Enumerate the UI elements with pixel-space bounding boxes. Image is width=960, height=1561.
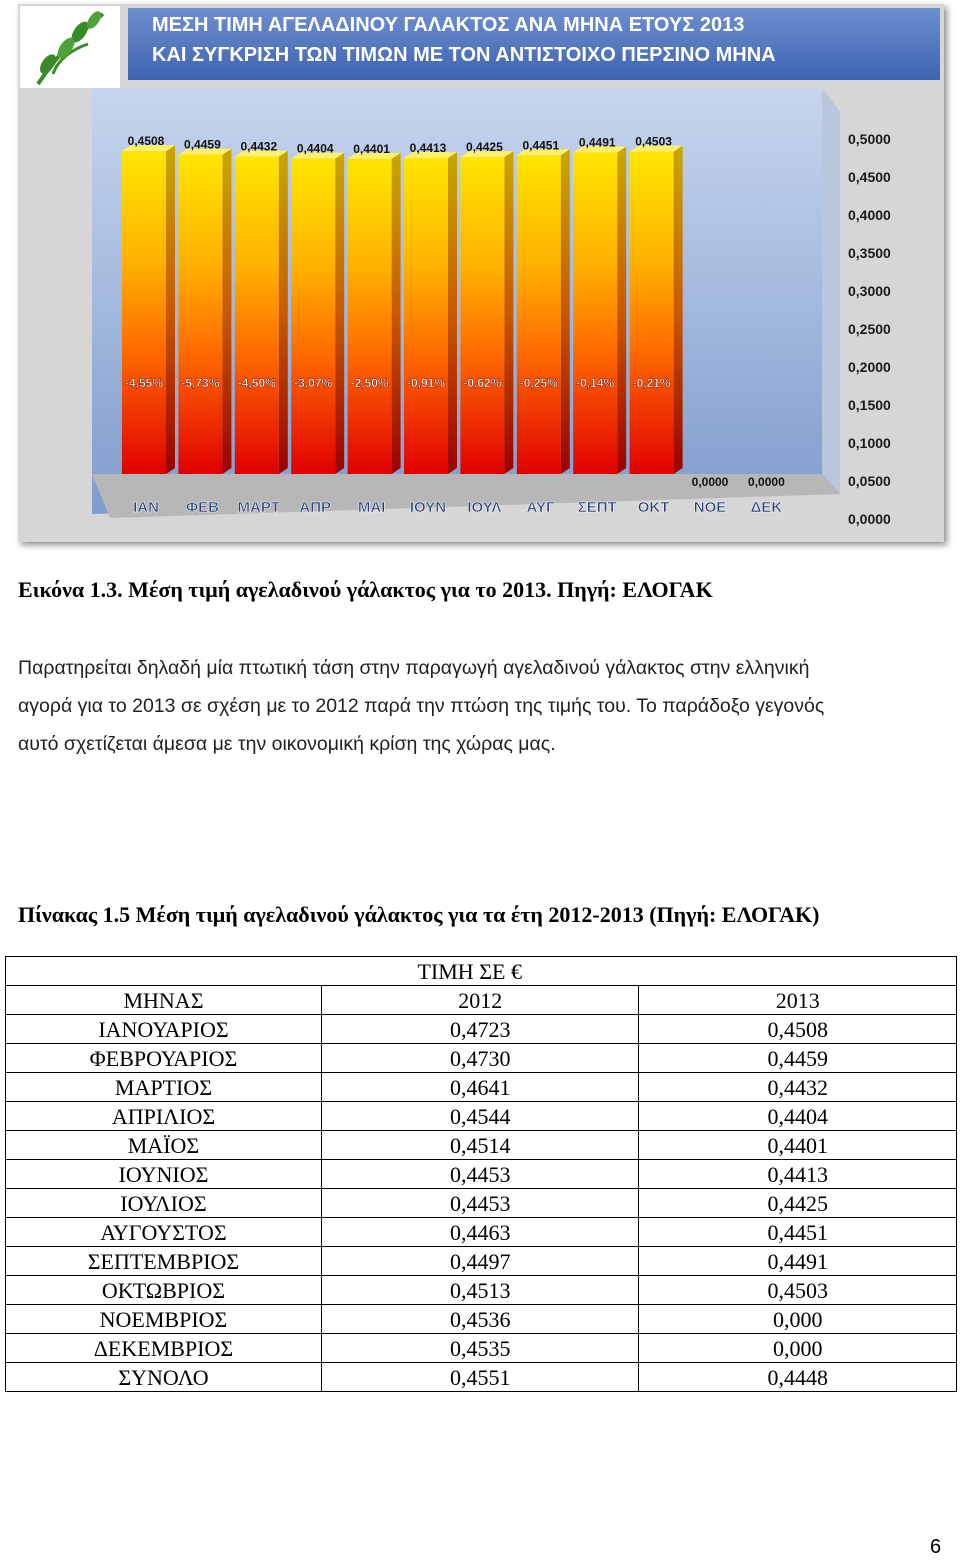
bar-value-label: 0,4401 <box>353 141 390 156</box>
table-row <box>6 1102 957 1131</box>
table-cell-2013: 0,000 <box>639 1305 957 1334</box>
table-cell-2012: 0,4453 <box>321 1160 639 1189</box>
table-cell-month: ΙΟΥΛΙΟΣ <box>6 1189 322 1218</box>
bar-side <box>561 149 570 474</box>
chart-figure <box>18 4 944 542</box>
chart-title-line2: ΚΑΙ ΣΥΓΚΡΙΣΗ ΤΩΝ ΤΙΜΩΝ ΜΕ ΤΟΝ ΑΝΤΙΣΤΟΙΧΟ ΠΕΡΣΙΝΟ ΜΗΝΑ <box>152 44 776 66</box>
y-tick-label: 0,1500 <box>848 397 891 413</box>
category-label: ΟΚΤ <box>637 499 670 516</box>
table-cell-2012: 0,4544 <box>321 1102 639 1131</box>
bar-value-label: 0,4503 <box>635 134 672 149</box>
table-header-month: ΜΗΝΑΣ <box>6 986 322 1015</box>
category-label: ΜΑΙ <box>357 499 386 516</box>
table-cell-month: ΦΕΒΡΟΥΑΡΙΟΣ <box>6 1044 322 1073</box>
bar-chart <box>18 4 944 542</box>
y-tick-label: 0,2000 <box>848 359 891 375</box>
table-cell-month: ΙΑΝΟΥΑΡΙΟΣ <box>6 1015 322 1044</box>
table-cell-2012: 0,4514 <box>321 1131 639 1160</box>
table-cell-2013: 0,4503 <box>639 1276 957 1305</box>
paragraph-line-2: αγορά για το 2013 σε σχέση με το 2012 παρά την πτώση της τιμής του. Το παράδοξο γεγονός <box>18 695 825 717</box>
paragraph-line-1: Παρατηρείται δηλαδή μία πτωτική τάση στην παραγωγή αγελαδινού γάλακτος στην ελληνική <box>18 657 810 679</box>
table-cell-month: ΜΑΡΤΙΟΣ <box>6 1073 322 1102</box>
table-row <box>6 1276 957 1305</box>
bar <box>404 158 448 474</box>
bar-value-label: 0,4425 <box>466 140 503 155</box>
table-cell-2012: 0,4497 <box>321 1247 639 1276</box>
table-cell-month: ΙΟΥΝΙΟΣ <box>6 1160 322 1189</box>
bar-side <box>222 149 231 474</box>
table-header-2013: 2013 <box>639 986 957 1015</box>
table-cell-2012: 0,4551 <box>321 1363 639 1392</box>
table-cell-2013: 0,4404 <box>639 1102 957 1131</box>
bar-side <box>504 151 513 474</box>
table-cell-2012: 0,4463 <box>321 1218 639 1247</box>
category-label: ΔΕΚ <box>750 499 783 516</box>
bar <box>122 151 166 474</box>
table-cell-2013: 0,4448 <box>639 1363 957 1392</box>
table-header-row <box>6 986 957 1015</box>
category-label: ΑΥΓ <box>526 499 556 516</box>
y-tick-label: 0,4500 <box>848 169 891 185</box>
y-tick-label: 0,3500 <box>848 245 891 261</box>
table-cell-2013: 0,4508 <box>639 1015 957 1044</box>
bar-value-label: 0,4459 <box>184 137 221 152</box>
table-cell-month: ΑΠΡΙΛΙΟΣ <box>6 1102 322 1131</box>
table-cell-2013: 0,000 <box>639 1334 957 1363</box>
bar-change-label: -0,21% <box>632 376 671 390</box>
bar <box>291 159 335 474</box>
table-header-empty <box>6 957 322 986</box>
bar-side <box>674 146 683 474</box>
table-row <box>6 1305 957 1334</box>
table-cell-2012: 0,4513 <box>321 1276 639 1305</box>
table-cell-2013: 0,4451 <box>639 1218 957 1247</box>
bar <box>460 157 504 474</box>
bar-change-label: -4,50% <box>237 376 276 390</box>
bar-value-label: 0,0000 <box>691 475 729 489</box>
page-number: 6 <box>930 1536 942 1558</box>
y-tick-label: 0,2500 <box>848 321 891 337</box>
bar-value-label: 0,4491 <box>578 135 616 150</box>
bar-change-label: -2,50% <box>350 376 389 390</box>
category-label: ΑΠΡ <box>299 499 332 516</box>
category-label: ΜΑΡΤ <box>237 499 281 516</box>
table-row <box>6 1189 957 1218</box>
bar <box>517 155 561 474</box>
bar-side <box>166 145 175 474</box>
table-cell-2012: 0,4535 <box>321 1334 639 1363</box>
table-group-header-row <box>6 957 957 986</box>
table-cell-2013: 0,4432 <box>639 1073 957 1102</box>
table-cell-2012: 0,4730 <box>321 1044 639 1073</box>
chart-title-line1: ΜΕΣΗ ΤΙΜΗ ΑΓΕΛΑΔΙΝΟΥ ΓΑΛΑΚΤΟΣ ΑΝΑ ΜΗΝΑ ΕΤΟΥΣ 2013 <box>152 14 745 36</box>
table-cell-2013: 0,4491 <box>639 1247 957 1276</box>
table-cell-2012: 0,4536 <box>321 1305 639 1334</box>
table-row <box>6 1334 957 1363</box>
bar <box>630 152 674 474</box>
table-cell-2013: 0,4413 <box>639 1160 957 1189</box>
table-row <box>6 1073 957 1102</box>
category-label: ΦΕΒ <box>185 499 219 516</box>
table-cell-2013: 0,4401 <box>639 1131 957 1160</box>
y-tick-label: 0,4000 <box>848 207 891 223</box>
bar-value-label: 0,4432 <box>240 139 278 154</box>
price-table <box>5 956 957 1392</box>
table-cell-2012: 0,4453 <box>321 1189 639 1218</box>
table-cell-2013: 0,4425 <box>639 1189 957 1218</box>
table-row <box>6 1044 957 1073</box>
table-cell-month: ΔΕΚΕΜΒΡΙΟΣ <box>6 1334 322 1363</box>
figure-caption: Εικόνα 1.3. Μέση τιμή αγελαδινού γάλακτος για το 2013. Πηγή: ΕΛΟΓΑΚ <box>18 577 713 602</box>
bar-change-label: -4,55% <box>124 376 164 390</box>
y-tick-label: 0,0500 <box>848 473 891 489</box>
category-label: ΙΟΥΛ <box>467 499 502 516</box>
table-cell-2013: 0,4459 <box>639 1044 957 1073</box>
bar-side <box>448 152 457 474</box>
category-label: ΣΕΠΤ <box>577 499 617 516</box>
table-row <box>6 1363 957 1392</box>
bar-value-label: 0,4451 <box>522 138 560 153</box>
table-header-2012: 2012 <box>321 986 639 1015</box>
bar <box>235 157 279 474</box>
bar-side <box>617 146 626 474</box>
table-cell-month: ΜΑΪΟΣ <box>6 1131 322 1160</box>
table-caption: Πίνακας 1.5 Μέση τιμή αγελαδινού γάλακτος για τα έτη 2012-2013 (Πηγή: ΕΛΟΓΑΚ) <box>18 902 820 927</box>
bar-change-label: -5,73% <box>181 376 220 390</box>
table-row <box>6 1131 957 1160</box>
bar-value-label: 0,4508 <box>127 134 165 149</box>
bar-value-label: 0,4404 <box>296 141 334 156</box>
y-tick-label: 0,0000 <box>848 511 891 527</box>
category-label: ΙΑΝ <box>133 499 159 516</box>
bar-change-label: -3,07% <box>294 376 333 390</box>
bar-change-label: -0,25% <box>519 376 558 390</box>
table-group-header: ΤΙΜΗ ΣΕ € <box>321 957 956 986</box>
y-tick-label: 0,5000 <box>848 131 891 147</box>
bar-value-label: 0,0000 <box>748 475 785 489</box>
bar <box>348 159 392 474</box>
bar <box>573 152 617 474</box>
bar-change-label: -0,62% <box>463 376 502 390</box>
table-cell-2012: 0,4723 <box>321 1015 639 1044</box>
table-cell-2012: 0,4641 <box>321 1073 639 1102</box>
wheat-logo-icon <box>20 6 120 88</box>
bar-side <box>279 151 288 474</box>
table-row <box>6 1015 957 1044</box>
category-label: ΝΟΕ <box>693 499 727 516</box>
table-row <box>6 1247 957 1276</box>
table-cell-month: ΟΚΤΩΒΡΙΟΣ <box>6 1276 322 1305</box>
table-row <box>6 1160 957 1189</box>
table-cell-month: ΑΥΓΟΥΣΤΟΣ <box>6 1218 322 1247</box>
bar-value-label: 0,4413 <box>409 141 447 156</box>
table-cell-month: ΝΟΕΜΒΡΙΟΣ <box>6 1305 322 1334</box>
category-label: ΙΟΥΝ <box>409 499 447 516</box>
bar-change-label: -0,14% <box>576 376 615 390</box>
table-cell-month: ΣΥΝΟΛΟ <box>6 1363 322 1392</box>
table-row <box>6 1218 957 1247</box>
y-tick-label: 0,1000 <box>848 435 891 451</box>
bar-side <box>335 153 344 474</box>
y-tick-label: 0,3000 <box>848 283 891 299</box>
bar <box>178 155 222 474</box>
paragraph-line-3: αυτό σχετίζεται άμεσα με την οικονομική κρίση της χώρας μας. <box>18 733 556 755</box>
table-cell-month: ΣΕΠΤΕΜΒΡΙΟΣ <box>6 1247 322 1276</box>
bar-change-label: -0,91% <box>406 376 446 390</box>
bar-side <box>392 153 401 474</box>
